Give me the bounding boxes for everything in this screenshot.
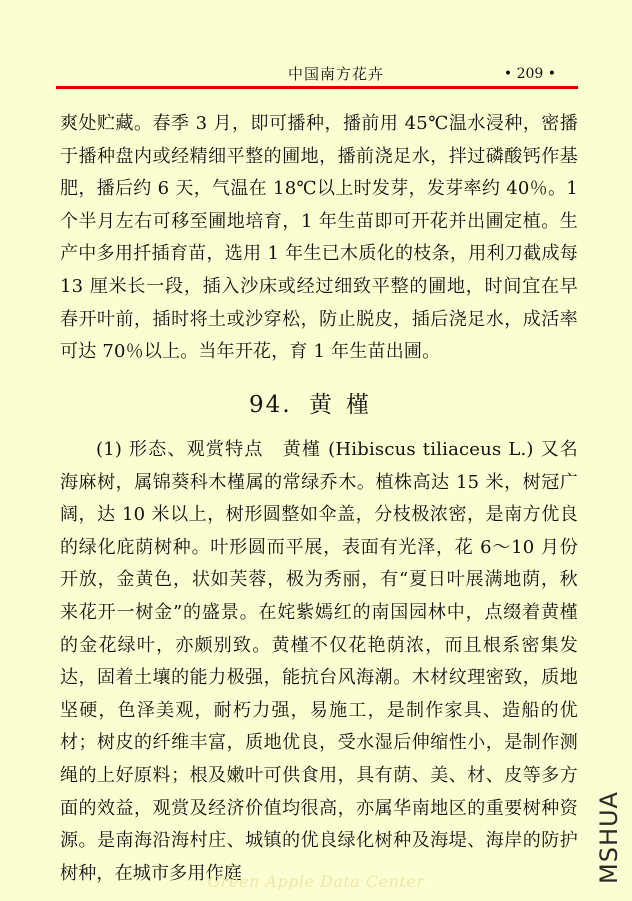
paragraph-continued: 爽处贮藏。春季 3 月，即可播种，播前用 45℃温水浸种，密播于播种盘内或经精细平整的圃地，播前浇足水，拌过磷酸钙作基肥，播后约 6 天，气温在 18℃以上时发芽，发芽率约 40％。1 个半月左右可移至圃地培育，1 年生苗即可开花并出圃定植。生产中多用扦插育苗，选用 1 年生已木质化的枝条，用利刀截成每 13 厘米长一段，插入沙床或经过细致平整的圃地，时间宜在早春开叶前，插时将土或沙穿松，防止脱皮，插后浇足水，成活率可达 70％以上。当年开花，育 1 年生苗出圃。 [60, 113, 578, 363]
section-number: 94. [249, 392, 292, 418]
section-title: 黄槿 [308, 392, 383, 418]
side-watermark: MSHUA [595, 791, 623, 884]
page-number: • 209 • [503, 66, 556, 82]
header-rule [56, 86, 578, 89]
bottom-watermark: Green Apple Data Center [207, 872, 425, 891]
section-heading [0, 388, 632, 422]
paragraph-description: (1) 形态、观赏特点 黄槿 (Hibiscus tiliaceus L.) 又名海麻树，属锦葵科木槿属的常绿乔木。植株高达 15 米，树冠广阔，达 10 米以上，树形圆整如伞盖，分枝极浓密，是南方优良的绿化庇荫树种。叶形圆而平展，表面有光泽，花 6～10 月份开放，金黄色，状如芙蓉，极为秀丽，有“夏日叶展满地荫，秋来花开一树金”的盛景。在姹紫嫣红的南国园林中，点缀着黄槿的金花绿叶，亦颇别致。黄槿不仅花艳荫浓，而且根系密集发达，固着土壤的能力极强，能抗台风海潮。木材纹理密致，质地坚硬，色泽美观，耐朽力强，易施工，是制作家具、造船的优材；树皮的纤维丰富，质地优良，受水湿后伸缩性小，是制作测绳的上好原料；根及嫩叶可供食用，具有荫、美、材、皮等多方面的效益，观赏及经济价值均很高，亦属华南地区的重要树种资源。是南海沿海村庄、城镇的优良绿化树种及海堤、海岸的防护树种，在城市多用作庭 [60, 439, 578, 884]
page-header [60, 64, 578, 84]
running-header-title: 中国南方花卉 [288, 65, 385, 83]
